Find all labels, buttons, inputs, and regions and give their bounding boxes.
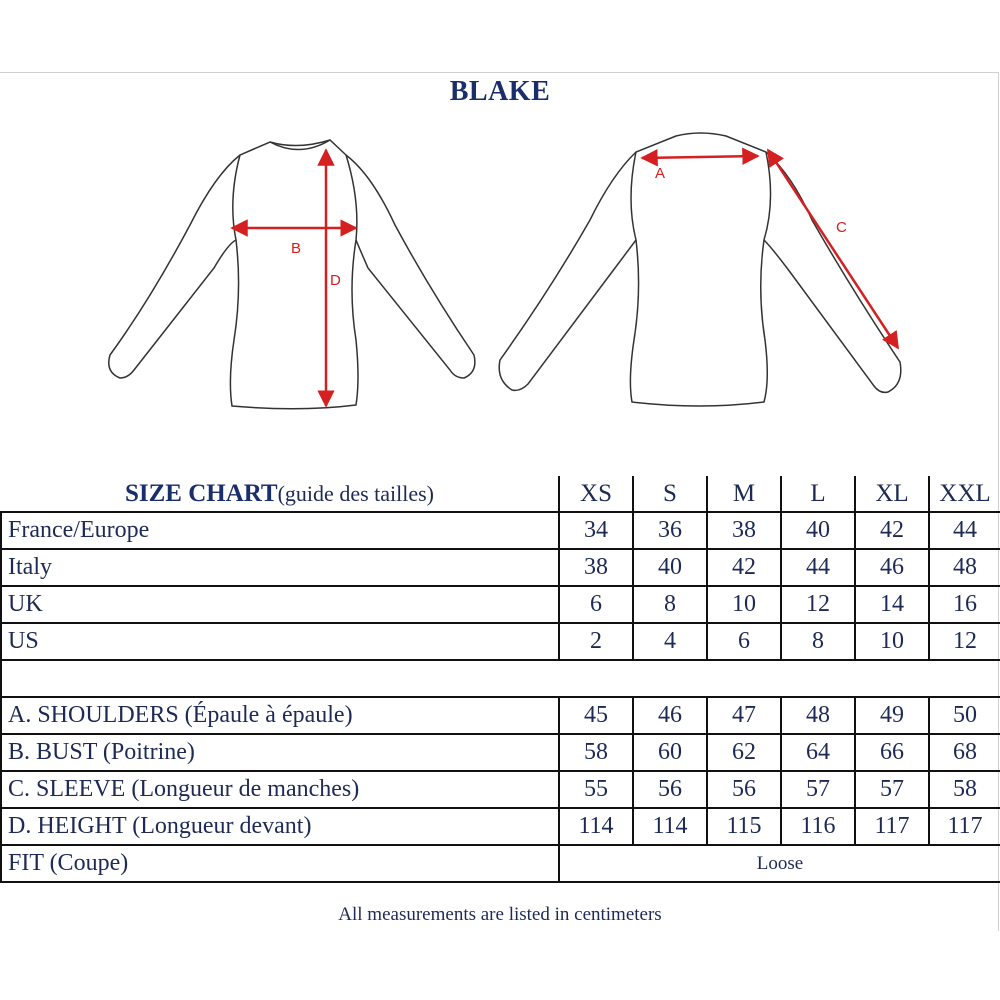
table-cell: 8 bbox=[781, 623, 855, 660]
label-a: A bbox=[655, 165, 666, 182]
table-row-height bbox=[1, 808, 1000, 845]
table-cell: 36 bbox=[633, 512, 707, 549]
table-cell: 66 bbox=[855, 734, 929, 771]
table-cell: 40 bbox=[781, 512, 855, 549]
garment-diagram bbox=[0, 120, 1000, 420]
back-right-sleeve bbox=[764, 152, 901, 392]
label-b: B bbox=[291, 240, 302, 257]
table-cell: 60 bbox=[633, 734, 707, 771]
table-row-france-europe bbox=[1, 512, 1000, 549]
front-right-sleeve bbox=[346, 155, 475, 378]
table-cell: 8 bbox=[633, 586, 707, 623]
table-cell: 10 bbox=[707, 586, 781, 623]
table-cell: 117 bbox=[929, 808, 1000, 845]
size-chart-subtitle: (guide des tailles) bbox=[277, 480, 435, 506]
arrow-a-shoulders bbox=[642, 156, 758, 158]
table-cell: 12 bbox=[929, 623, 1000, 660]
size-header-row bbox=[1, 476, 1000, 512]
table-cell: 40 bbox=[633, 549, 707, 586]
table-cell: 16 bbox=[929, 586, 1000, 623]
table-cell: 34 bbox=[559, 512, 633, 549]
row-label: UK bbox=[1, 586, 559, 623]
table-cell: 58 bbox=[559, 734, 633, 771]
table-row-fit bbox=[1, 845, 1000, 882]
size-chart-title: SIZE CHART bbox=[124, 479, 278, 507]
spacer-cell bbox=[1, 660, 1000, 697]
table-cell: 114 bbox=[633, 808, 707, 845]
table-cell: 68 bbox=[929, 734, 1000, 771]
row-label: Italy bbox=[1, 549, 559, 586]
front-view-sketch bbox=[109, 140, 475, 409]
table-cell: 45 bbox=[559, 697, 633, 734]
back-body-outline bbox=[630, 133, 770, 406]
table-cell: 6 bbox=[707, 623, 781, 660]
table-cell: 38 bbox=[559, 549, 633, 586]
row-label: A. SHOULDERS (Épaule à épaule) bbox=[1, 697, 559, 734]
size-m: M bbox=[707, 476, 781, 512]
table-cell: 55 bbox=[559, 771, 633, 808]
table-cell: 64 bbox=[781, 734, 855, 771]
table-cell: 57 bbox=[781, 771, 855, 808]
table-spacer-row bbox=[1, 660, 1000, 697]
table-cell: 49 bbox=[855, 697, 929, 734]
table-row-italy bbox=[1, 549, 1000, 586]
table-row-sleeve bbox=[1, 771, 1000, 808]
size-xs: XS bbox=[559, 476, 633, 512]
table-cell: 38 bbox=[707, 512, 781, 549]
table-cell: 57 bbox=[855, 771, 929, 808]
table-cell: 116 bbox=[781, 808, 855, 845]
table-cell: 2 bbox=[559, 623, 633, 660]
table-cell: 117 bbox=[855, 808, 929, 845]
measurement-note: All measurements are listed in centimeters bbox=[338, 904, 662, 925]
table-cell: 6 bbox=[559, 586, 633, 623]
label-c: C bbox=[836, 219, 847, 236]
size-l: L bbox=[781, 476, 855, 512]
table-row-us bbox=[1, 623, 1000, 660]
arrow-c-sleeve bbox=[768, 150, 898, 348]
table-cell: 14 bbox=[855, 586, 929, 623]
table-cell: 10 bbox=[855, 623, 929, 660]
table-cell: 56 bbox=[633, 771, 707, 808]
size-chart-heading bbox=[1, 476, 559, 512]
table-cell: 44 bbox=[929, 512, 1000, 549]
table-cell: 4 bbox=[633, 623, 707, 660]
row-label: US bbox=[1, 623, 559, 660]
table-cell: 114 bbox=[559, 808, 633, 845]
fit-value: Loose bbox=[559, 845, 1000, 882]
table-row-bust bbox=[1, 734, 1000, 771]
row-label: France/Europe bbox=[1, 512, 559, 549]
back-view-sketch bbox=[499, 133, 901, 406]
size-chart-table bbox=[0, 476, 1000, 883]
table-cell: 48 bbox=[929, 549, 1000, 586]
back-left-sleeve bbox=[499, 152, 636, 390]
row-label: D. HEIGHT (Longueur devant) bbox=[1, 808, 559, 845]
table-cell: 12 bbox=[781, 586, 855, 623]
table-cell: 56 bbox=[707, 771, 781, 808]
table-cell: 46 bbox=[633, 697, 707, 734]
row-label: C. SLEEVE (Longueur de manches) bbox=[1, 771, 559, 808]
table-cell: 58 bbox=[929, 771, 1000, 808]
front-left-sleeve bbox=[109, 155, 240, 378]
table-cell: 62 bbox=[707, 734, 781, 771]
table-cell: 42 bbox=[855, 512, 929, 549]
table-row-shoulders bbox=[1, 697, 1000, 734]
size-xxl: XXL bbox=[929, 476, 1000, 512]
size-s: S bbox=[633, 476, 707, 512]
label-d: D bbox=[330, 272, 341, 289]
table-cell: 44 bbox=[781, 549, 855, 586]
size-xl: XL bbox=[855, 476, 929, 512]
table-row-uk bbox=[1, 586, 1000, 623]
product-title: BLAKE bbox=[449, 76, 551, 107]
table-cell: 48 bbox=[781, 697, 855, 734]
table-cell: 46 bbox=[855, 549, 929, 586]
table-cell: 115 bbox=[707, 808, 781, 845]
table-cell: 50 bbox=[929, 697, 1000, 734]
row-label: FIT (Coupe) bbox=[1, 845, 559, 882]
table-cell: 42 bbox=[707, 549, 781, 586]
table-cell: 47 bbox=[707, 697, 781, 734]
row-label: B. BUST (Poitrine) bbox=[1, 734, 559, 771]
